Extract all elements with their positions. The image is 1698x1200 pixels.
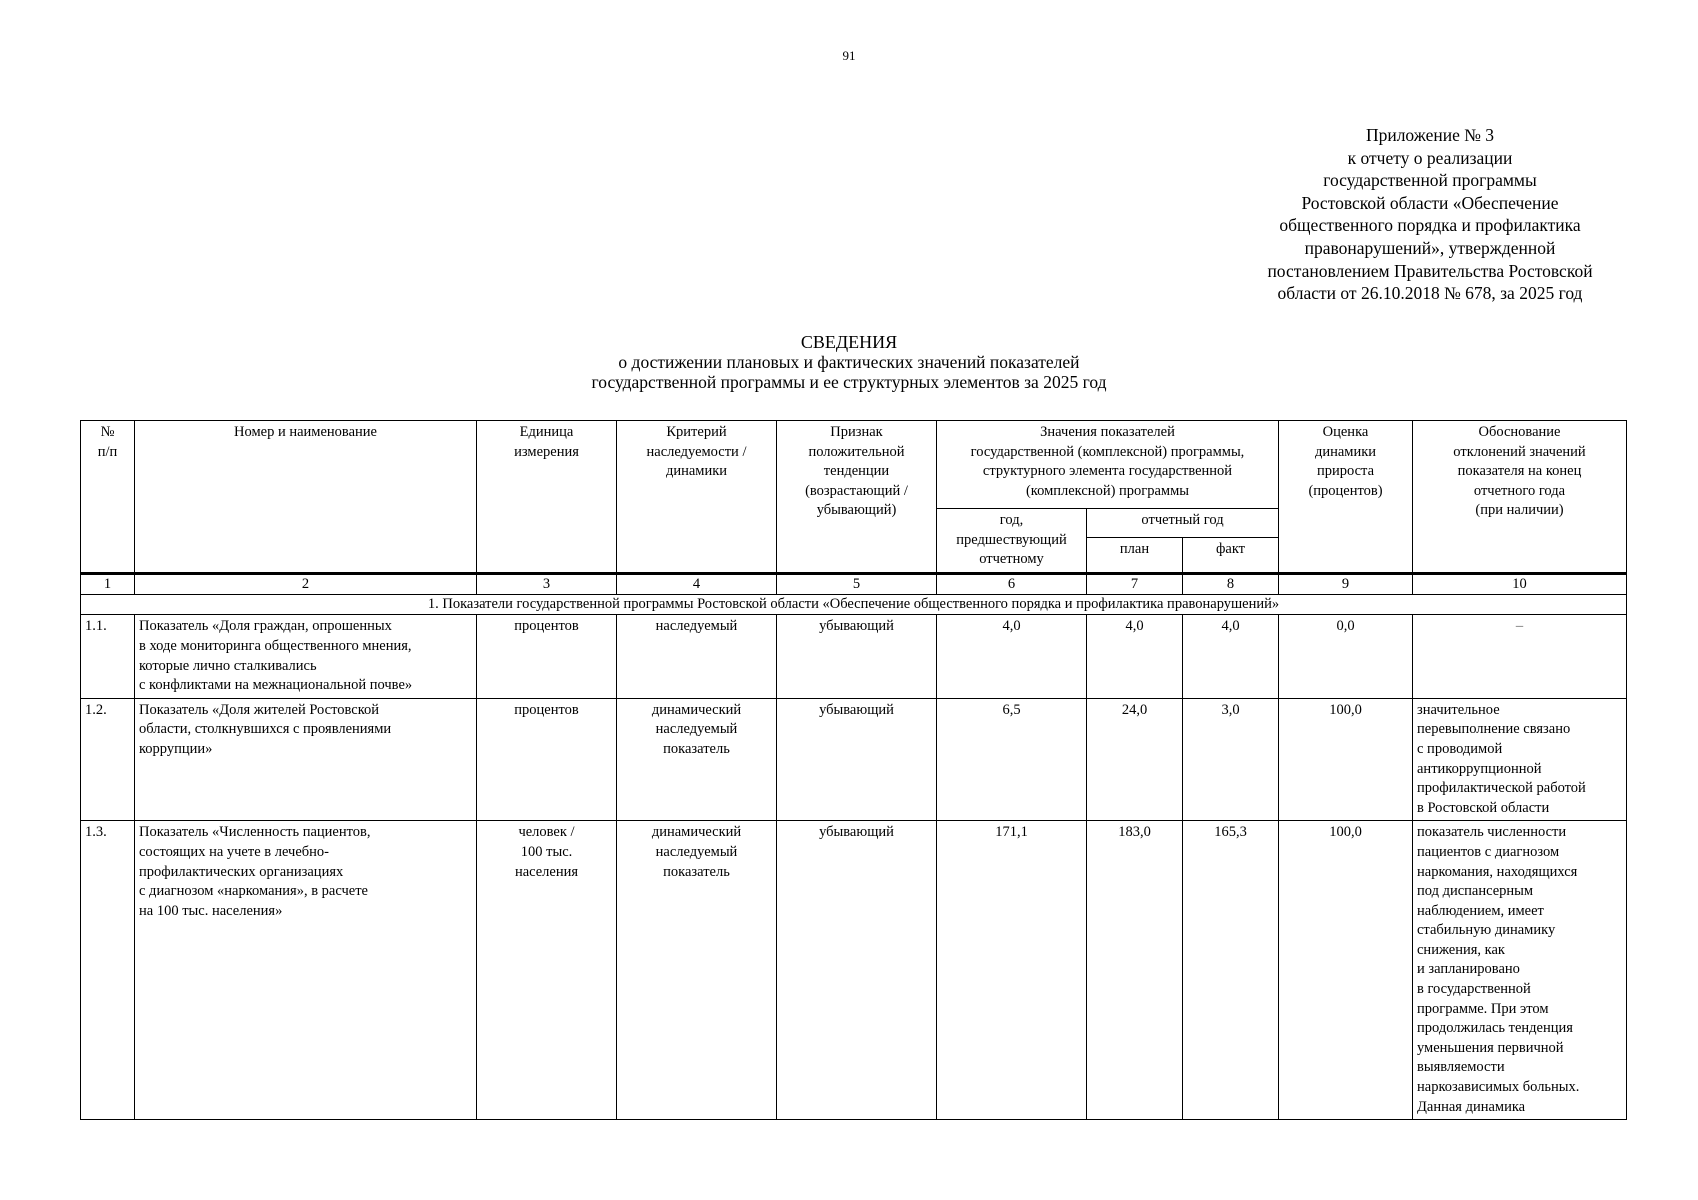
header-line: Обоснование: [1478, 424, 1561, 440]
column-number: 6: [937, 573, 1087, 594]
row-number: 1.2.: [81, 698, 135, 821]
header-line: Номер и наименование: [234, 424, 377, 440]
deviation-justification: [1413, 615, 1627, 698]
inheritance-criterion-line: показатель: [663, 740, 730, 757]
header-line: предшествующий: [956, 531, 1067, 548]
inheritance-criterion: [617, 615, 777, 698]
section-row: [81, 594, 1627, 615]
appendix-line: Приложение № 3: [1365, 125, 1495, 145]
deviation-justification-line: перевыполнение связано: [1417, 721, 1571, 738]
unit-of-measure: [477, 615, 617, 698]
appendix-line: правонарушений», утвержденной: [1304, 237, 1556, 258]
deviation-justification-line: пациентов с диагнозом: [1417, 843, 1560, 860]
header-line: прироста: [1316, 463, 1375, 480]
header-row: [81, 421, 1627, 509]
indicator-name: [135, 821, 477, 1120]
deviation-justification-line: уменьшения первичной: [1417, 1039, 1564, 1056]
indicator-name-line: профилактических организациях: [139, 863, 344, 880]
column-number: 2: [135, 573, 477, 594]
deviation-justification-line: профилактической работой: [1417, 780, 1586, 797]
unit-of-measure-line: человек /: [518, 824, 575, 841]
section-title: 1. Показатели государственной программы Ростовской области «Обеспечение общественного порядка и профилактика правонарушений»: [81, 594, 1627, 615]
unit-of-measure: [477, 698, 617, 821]
growth-assessment: 100,0: [1279, 698, 1413, 821]
indicator-row: [81, 698, 1627, 821]
positive-trend: убывающий: [777, 821, 937, 1120]
document-subtitle-line: о достижении плановых и фактических значений показателей: [618, 352, 1080, 372]
document-subtitle-line: государственной программы и ее структурных элементов за 2025 год: [591, 372, 1107, 392]
header-line: структурного элемента государственной: [982, 463, 1233, 480]
deviation-justification-line: Данная динамика: [1417, 1098, 1526, 1115]
header-line: измерения: [514, 443, 579, 460]
deviation-justification: [1413, 698, 1627, 821]
inheritance-criterion-line: наследуемый: [655, 843, 738, 860]
deviation-justification-line: в государственной: [1417, 981, 1531, 998]
unit-of-measure-line: 100 тыс.: [520, 843, 573, 860]
deviation-justification-line: антикоррупционной: [1417, 760, 1542, 777]
header-line: отчетному: [979, 551, 1044, 568]
column-number: 9: [1279, 573, 1413, 594]
header-line: (комплексной) программы: [1025, 482, 1190, 499]
header-name: [135, 421, 477, 574]
indicator-name-line: на 100 тыс. населения»: [139, 902, 283, 919]
indicator-name-line: с диагнозом «наркомания», в расчете: [139, 883, 368, 900]
row-number: 1.1.: [81, 615, 135, 698]
plan-value: 4,0: [1087, 615, 1183, 698]
appendix-line: государственной программы: [1323, 170, 1537, 191]
column-number: 8: [1183, 573, 1279, 594]
positive-trend: убывающий: [777, 615, 937, 698]
indicator-name-line: в ходе мониторинга общественного мнения,: [139, 637, 412, 654]
indicator-name: [135, 615, 477, 698]
header-line: Значения показателей: [1040, 424, 1175, 440]
header-line: государственной (комплексной) программы,: [970, 443, 1245, 460]
header-prev-year: [937, 509, 1087, 574]
header-line: отчетного года: [1473, 482, 1566, 499]
inheritance-criterion-line: наследуемый: [655, 618, 738, 635]
previous-year-value: 4,0: [937, 615, 1087, 698]
indicator-row: [81, 821, 1627, 1120]
header-line: п/п: [97, 443, 118, 460]
column-number: 3: [477, 573, 617, 594]
header-line: №: [100, 424, 115, 440]
header-line: тенденции: [823, 463, 890, 480]
header-num: [81, 421, 135, 574]
unit-of-measure-line: процентов: [514, 618, 579, 635]
deviation-justification-line: выявляемости: [1417, 1059, 1505, 1076]
deviation-justification-line: показатель численности: [1417, 824, 1567, 841]
inheritance-criterion-line: динамический: [651, 701, 742, 718]
header-line: год,: [999, 512, 1024, 528]
plan-value: 24,0: [1087, 698, 1183, 821]
unit-of-measure-line: процентов: [514, 701, 579, 718]
unit-of-measure: [477, 821, 617, 1120]
appendix-note: [1230, 124, 1630, 305]
header-line: положительной: [808, 443, 905, 460]
fact-value: 4,0: [1183, 615, 1279, 698]
row-number: 1.3.: [81, 821, 135, 1120]
header-line: отклонений значений: [1453, 443, 1586, 460]
header-line: (процентов): [1308, 482, 1383, 499]
column-numbers-row: [81, 573, 1627, 594]
deviation-justification-line: –: [1515, 618, 1524, 635]
header-line: динамики: [665, 463, 728, 480]
growth-assessment: 100,0: [1279, 821, 1413, 1120]
plan-value: 183,0: [1087, 821, 1183, 1120]
header-criterion: [617, 421, 777, 574]
indicators-table: [80, 420, 1627, 1120]
indicator-name-line: области, столкнувшихся с проявлениями: [139, 721, 392, 738]
header-line: Признак: [830, 424, 883, 440]
inheritance-criterion: [617, 821, 777, 1120]
header-report-year: отчетный год: [1087, 509, 1279, 538]
appendix-line: к отчету о реализации: [1347, 147, 1513, 168]
header-values-group: [937, 421, 1279, 509]
indicator-name: [135, 698, 477, 821]
header-line: Критерий: [666, 424, 727, 440]
previous-year-value: 6,5: [937, 698, 1087, 821]
deviation-justification-line: с проводимой: [1417, 740, 1503, 757]
deviation-justification-line: под диспансерным: [1417, 883, 1534, 900]
header-line: Единица: [519, 424, 574, 440]
indicator-name-line: которые лично сталкивались: [139, 657, 317, 674]
appendix-line: области от 26.10.2018 № 678, за 2025 год: [1277, 283, 1583, 304]
appendix-line: постановлением Правительства Ростовской: [1267, 260, 1593, 281]
inheritance-criterion: [617, 698, 777, 821]
column-number: 4: [617, 573, 777, 594]
indicators-table-body: [81, 421, 1627, 1120]
header-unit: [477, 421, 617, 574]
fact-value: 3,0: [1183, 698, 1279, 821]
deviation-justification: [1413, 821, 1627, 1120]
deviation-justification-line: стабильную динамику: [1417, 922, 1556, 939]
header-trend: [777, 421, 937, 574]
deviation-justification-line: продолжилась тенденция: [1417, 1020, 1573, 1037]
positive-trend: убывающий: [777, 698, 937, 821]
indicator-name-line: состоящих на учете в лечебно-: [139, 843, 329, 860]
appendix-line: Ростовской области «Обеспечение: [1301, 192, 1559, 213]
header-line: Оценка: [1322, 424, 1369, 440]
document-title: СВЕДЕНИЯ: [800, 332, 898, 352]
header-line: (при наличии): [1475, 502, 1564, 519]
deviation-justification-line: наблюдением, имеет: [1417, 902, 1544, 919]
indicator-name-line: Показатель «Численность пациентов,: [139, 824, 371, 841]
header-line: динамики: [1314, 443, 1377, 460]
inheritance-criterion-line: показатель: [663, 863, 730, 880]
deviation-justification-line: снижения, как: [1417, 941, 1505, 958]
indicator-name-line: Показатель «Доля граждан, опрошенных: [139, 618, 392, 635]
deviation-justification-line: программе. При этом: [1417, 1000, 1549, 1017]
appendix-line: общественного порядка и профилактика: [1279, 215, 1581, 236]
column-number: 1: [81, 573, 135, 594]
indicator-row: [81, 615, 1627, 698]
deviation-justification-line: наркозависимых больных.: [1417, 1079, 1580, 1096]
fact-value: 165,3: [1183, 821, 1279, 1120]
document-heading: [0, 332, 1698, 392]
header-line: убывающий): [816, 502, 897, 519]
indicator-name-line: с конфликтами на межнациональной почве»: [139, 677, 413, 694]
header-justification: [1413, 421, 1627, 574]
header-line: наследуемости /: [646, 443, 747, 460]
deviation-justification-line: в Ростовской области: [1417, 799, 1550, 816]
page-number: 91: [842, 48, 856, 63]
inheritance-criterion-line: динамический: [651, 824, 742, 841]
growth-assessment: 0,0: [1279, 615, 1413, 698]
previous-year-value: 171,1: [937, 821, 1087, 1120]
header-line: (возрастающий /: [805, 482, 908, 499]
deviation-justification-line: и запланировано: [1417, 961, 1520, 978]
column-number: 10: [1413, 573, 1627, 594]
inheritance-criterion-line: наследуемый: [655, 721, 738, 738]
indicator-name-line: коррупции»: [139, 740, 213, 757]
header-line: показателя на конец: [1457, 463, 1582, 480]
indicator-name-line: Показатель «Доля жителей Ростовской: [139, 701, 380, 718]
header-assessment: [1279, 421, 1413, 574]
header-plan: план: [1087, 537, 1183, 573]
column-number: 7: [1087, 573, 1183, 594]
unit-of-measure-line: населения: [514, 863, 579, 880]
deviation-justification-line: значительное: [1417, 701, 1500, 718]
column-number: 5: [777, 573, 937, 594]
header-fact: факт: [1183, 537, 1279, 573]
deviation-justification-line: наркомания, находящихся: [1417, 863, 1578, 880]
